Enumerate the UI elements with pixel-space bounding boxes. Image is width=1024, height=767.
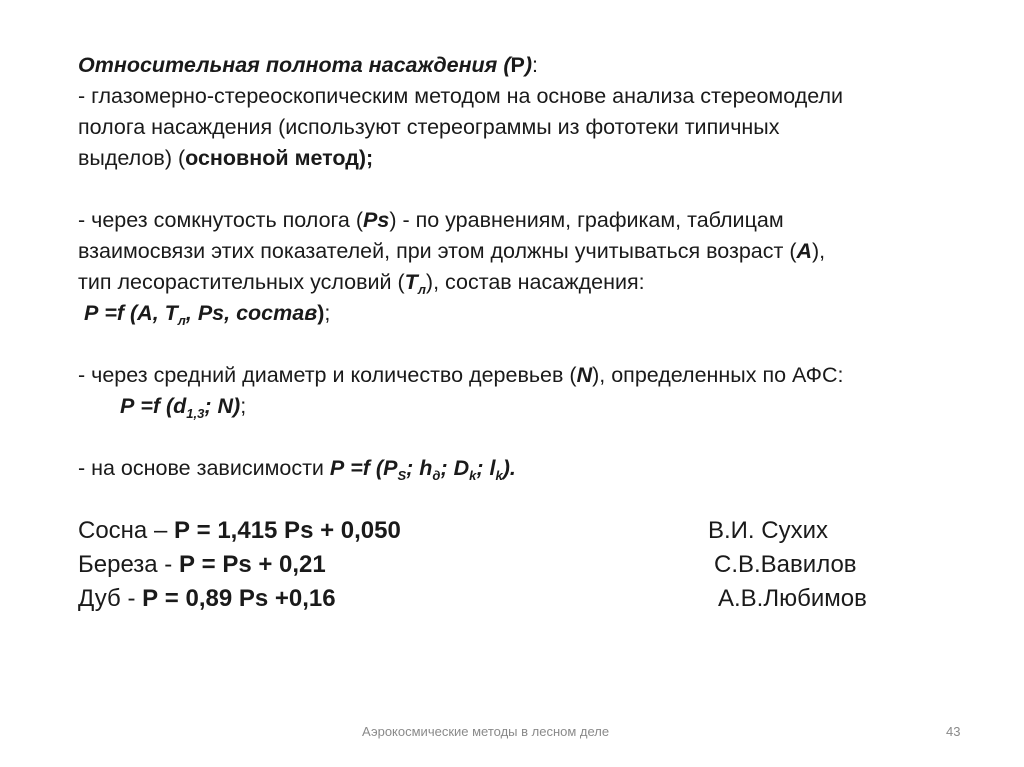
equation-birch: Береза - Р = Ps + 0,21 [78,551,326,578]
formula-closure: Р =f (А, $Т_л$, Ps, состав); [84,301,331,328]
slide-heading: Относительная полнота насаждения (Р): [78,53,538,77]
footer-course-title: Аэрокосмические методы в лесном деле [362,724,610,739]
equation-oak: Дуб - Р = 0,89 Ps +0,16 [78,585,336,612]
author-birch: С.В.Вавилов [714,551,857,578]
equation-pine: Сосна – Р = 1,415 Ps + 0,050 [78,517,401,544]
method-dependency-line: - на основе зависимости Р =f ($Р_S$; $h_д$; $D_k$; $l_k$). [78,456,516,483]
method-diameter-line-1: - через средний диаметр и количество деревьев (N), определенных по АФС: [78,363,844,387]
method-closure-line-1: - через сомкнутость полога (Ps) - по уравнениям, графикам, таблицам [78,208,784,232]
author-pine: В.И. Сухих [708,517,828,544]
method-stereoscopic-line-3: выделов) (основной метод); [78,146,374,170]
page-number: 43 [946,724,961,739]
method-closure-line-3: тип лесорастительных условий $(Т_л)$, состав насаждения: [78,270,645,297]
method-closure-line-2: взаимосвязи этих показателей, при этом должны учитываться возраст (А), [78,239,826,263]
method-stereoscopic-line-2: полога насаждения (используют стереограммы из фототеки типичных [78,115,780,139]
formula-diameter: Р =f ($d_{1,3}$; N); [120,394,247,421]
method-stereoscopic-line-1: - глазомерно-стереоскопическим методом на основе анализа стереомодели [78,84,844,108]
author-oak: А.В.Любимов [718,585,867,612]
